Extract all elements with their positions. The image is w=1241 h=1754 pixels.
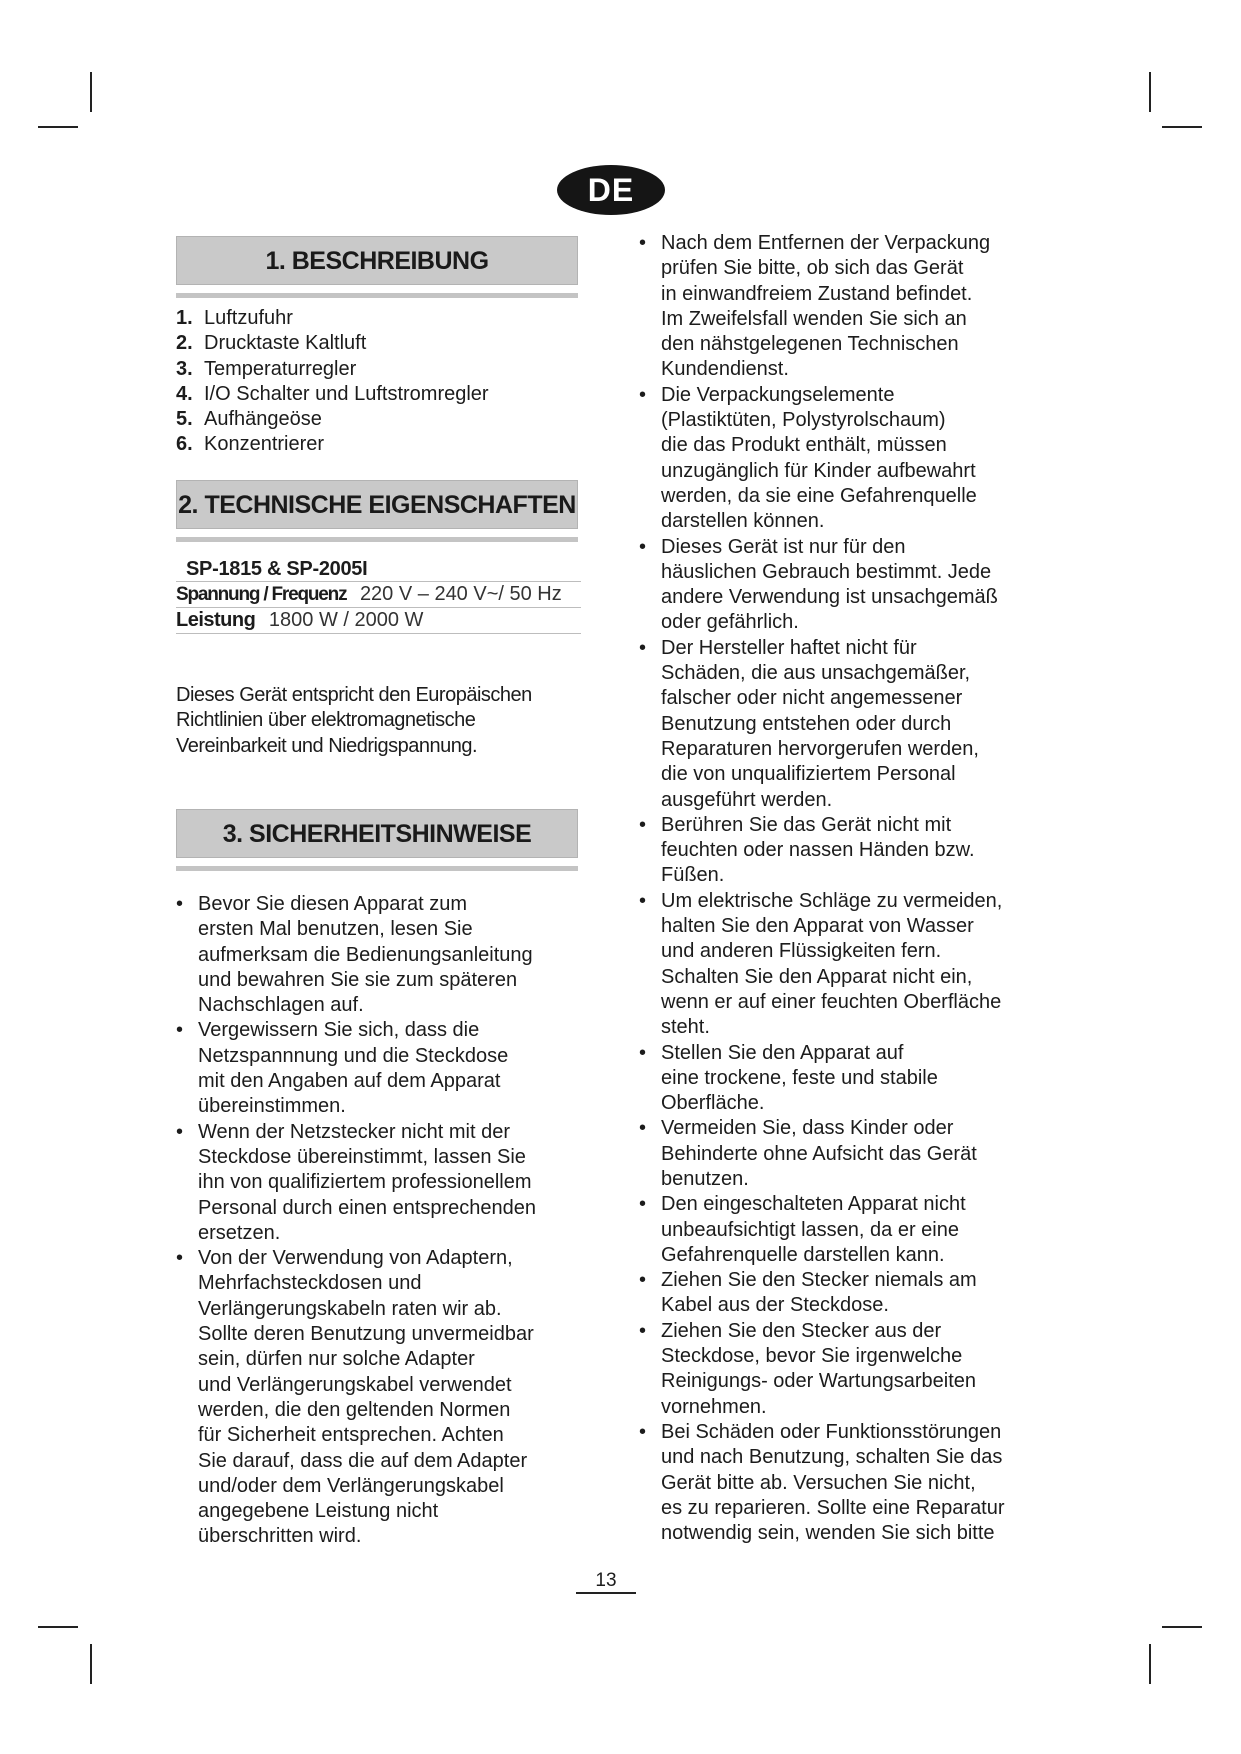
section-heading-safety	[176, 809, 578, 871]
crop-mark-bottom-left	[90, 1644, 92, 1684]
crop-mark-bottom-left	[38, 1626, 78, 1628]
crop-mark-bottom-right	[1162, 1626, 1202, 1628]
list-item: 5. Aufhängeöse	[176, 408, 322, 431]
list-item: • Berühren Sie das Gerät nicht mit feuchten oder nassen Händen bzw. Füßen.	[661, 813, 1081, 889]
spec-table	[176, 557, 581, 634]
list-item: 6. Konzentrierer	[176, 433, 325, 456]
section-title: 2. TECHNISCHE EIGENSCHAFTEN	[176, 480, 578, 529]
list-item: 2. Drucktaste Kaltluft	[176, 332, 367, 355]
list-item: • Vermeiden Sie, dass Kinder oder Behinderte ohne Aufsicht das Gerät benutzen.	[661, 1116, 1081, 1192]
crop-mark-top-left	[38, 126, 78, 128]
list-item: • Bei Schäden oder Funktionsstörungen und nach Benutzung, schalten Sie das Gerät bitte ab. Versuchen Sie nicht, es zu reparieren. Sollte eine Reparatur notwendig sein, wenden Sie sich bitte	[661, 1420, 1081, 1546]
list-item: • Wenn der Netzstecker nicht mit der Steckdose übereinstimmt, lassen Sie ihn von qualifiziertem professionellem Personal durch einen entsprechenden ersetzen.	[198, 1120, 598, 1246]
description-list	[176, 306, 489, 458]
list-item: • Vergewissern Sie sich, dass die Netzspannnung und die Steckdose mit den Angaben auf dem Apparat übereinstimmen.	[198, 1018, 598, 1119]
list-item: • Den eingeschalteten Apparat nicht unbeaufsichtigt lassen, da er eine Gefahrenquelle darstellen kann.	[661, 1192, 1081, 1268]
crop-mark-top-left	[90, 72, 92, 112]
spec-label: Leistung	[176, 609, 256, 631]
spec-row-power	[176, 608, 581, 634]
list-item: • Von der Verwendung von Adaptern, Mehrfachsteckdosen und Verlängerungskabeln raten wir ab. Sollte deren Benutzung unvermeidbar sein, dürfen nur solche Adapter und Verlängerungskabel verwendet werden, die den geltenden Normen für Sicherheit entsprechen. Achten Sie darauf, dass die auf dem Adapter und/oder dem Verlängerungskabel angegebene Leistung nicht überschritten wird.	[198, 1246, 598, 1550]
spec-model: SP-1815 & SP-2005I	[176, 557, 581, 582]
list-item: • Stellen Sie den Apparat auf eine trockene, feste und stabile Oberfläche.	[661, 1041, 1081, 1117]
spec-label: Spannung / Frequenz	[176, 584, 347, 605]
list-item: • Bevor Sie diesen Apparat zum ersten Mal benutzen, lesen Sie aufmerksam die Bedienungsanleitung und bewahren Sie sie zum späteren Nachschlagen auf.	[198, 892, 598, 1018]
section-divider	[176, 293, 578, 298]
section-heading-description	[176, 236, 578, 298]
section-title: 1. BESCHREIBUNG	[176, 236, 578, 285]
list-item: 3. Temperaturregler	[176, 357, 357, 380]
spec-value: 220 V – 240 V~/ 50 Hz	[359, 583, 562, 605]
list-item: • Ziehen Sie den Stecker aus der Steckdose, bevor Sie irgenwelche Reinigungs- oder Wartungsarbeiten vornehmen.	[661, 1319, 1081, 1420]
section-divider	[176, 866, 578, 871]
list-item: • Der Hersteller haftet nicht für Schäden, die aus unsachgemäßer, falscher oder nicht angemessener Benutzung entstehen oder durch Reparaturen hervorgerufen werden, die von unqualifiziertem Personal ausgeführt werden.	[661, 636, 1081, 813]
section-heading-technical	[176, 480, 578, 542]
crop-mark-bottom-right	[1149, 1644, 1151, 1684]
list-item: • Um elektrische Schläge zu vermeiden, halten Sie den Apparat von Wasser und anderen Flüssigkeiten fern. Schalten Sie den Apparat nicht ein, wenn er auf einer feuchten Oberfläche steht.	[661, 889, 1081, 1041]
page-number: 13	[576, 1570, 636, 1594]
language-badge: DE	[557, 165, 665, 215]
section-title: 3. SICHERHEITSHINWEISE	[176, 809, 578, 858]
list-item: 4. I/O Schalter und Luftstromregler	[176, 382, 489, 405]
list-item: • Nach dem Entfernen der Verpackung prüfen Sie bitte, ob sich das Gerät in einwandfreiem Zustand befindet. Im Zweifelsfall wenden Sie sich an den nähstgelegenen Technischen Kundendienst.	[661, 231, 1081, 383]
list-item: • Die Verpackungselemente (Plastiktüten, Polystyrolschaum) die das Produkt enthält, müssen unzugänglich für Kinder aufbewahrt werden, da sie eine Gefahrenquelle darstellen können.	[661, 383, 1081, 535]
spec-value: 1800 W / 2000 W	[268, 609, 424, 631]
conformity-statement: Dieses Gerät entspricht den Europäischen Richtlinien über elektromagnetische Vereinbarkeit und Niedrigspannung.	[176, 684, 532, 757]
safety-list-left	[198, 892, 598, 1550]
spec-row-voltage	[176, 582, 581, 608]
crop-mark-top-right	[1149, 72, 1151, 112]
safety-list-right	[661, 231, 1081, 1546]
section-divider	[176, 537, 578, 542]
list-item: • Dieses Gerät ist nur für den häuslichen Gebrauch bestimmt. Jede andere Verwendung ist unsachgemäß oder gefährlich.	[661, 535, 1081, 636]
crop-mark-top-right	[1162, 126, 1202, 128]
list-item: • Ziehen Sie den Stecker niemals am Kabel aus der Steckdose.	[661, 1268, 1081, 1319]
list-item: 1. Luftzufuhr	[176, 307, 293, 329]
